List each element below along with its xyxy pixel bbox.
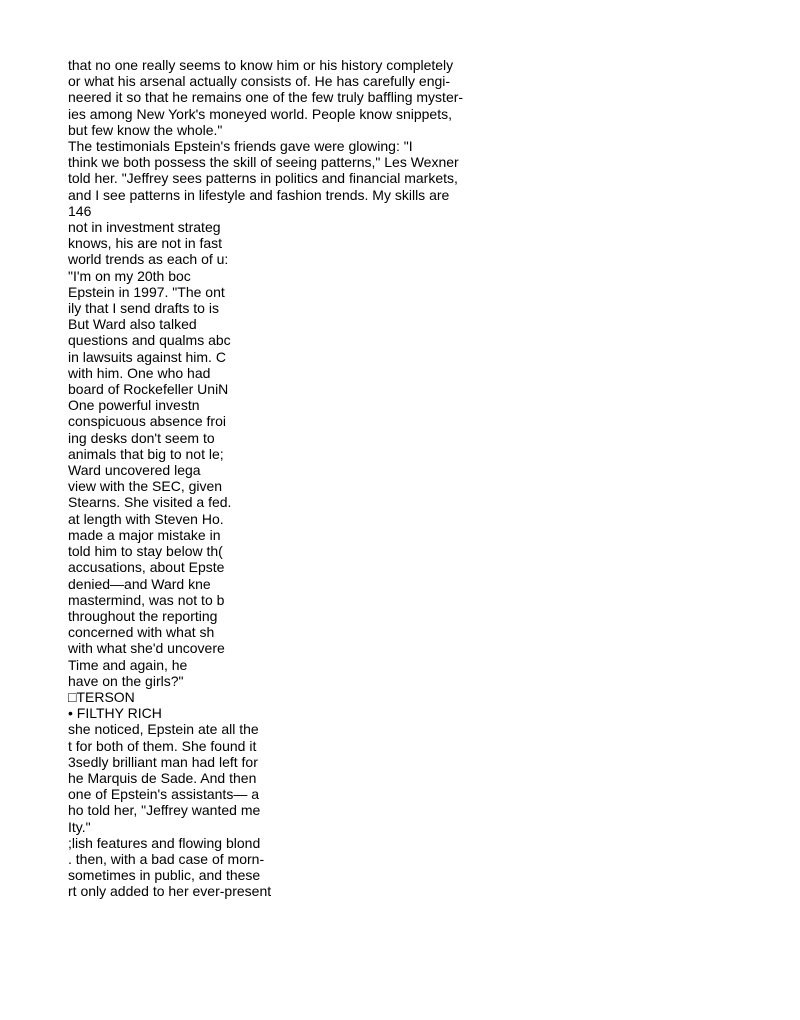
text-line: rt only added to her ever-present [68,883,272,900]
text-line: she noticed, Epstein ate all the [68,721,259,738]
text-line: ing desks don't seem to [68,429,215,446]
running-header-author: □TERSON [68,688,135,705]
text-line: one of Epstein's assistants— a [68,786,259,803]
text-line: with him. One who had [68,364,211,381]
text-line: or what his arsenal actually consists of. He has carefully engi- [68,73,451,90]
text-line: at length with Steven Ho. [68,510,224,527]
text-line: view with the SEC, given [68,478,223,495]
text-line: Ward uncovered lega [68,462,201,479]
text-line: he Marquis de Sade. And then [68,769,257,786]
text-line: concerned with what sh [68,624,215,641]
text-line: in lawsuits against him. C [68,348,226,365]
text-line: but few know the whole." [68,121,223,138]
running-header-title: • FILTHY RICH [68,705,162,722]
text-line: ;lish features and flowing blond [68,834,261,851]
text-line: But Ward also talked [68,316,197,333]
text-line: questions and qualms abc [68,332,231,349]
text-line: The testimonials Epstein's friends gave were glowing: "I [68,138,413,155]
text-line: ily that I send drafts to is [68,300,219,317]
text-line: ies among New York's moneyed world. People know snippets, [68,105,452,122]
text-line: have on the girls?" [68,672,184,689]
text-line: Time and again, he [68,656,188,673]
text-line: neered it so that he remains one of the few truly baffling myster- [68,89,464,106]
text-line: made a major mistake in [68,526,221,543]
text-line: accusations, about Epste [68,559,225,576]
text-line: 3sedly brilliant man had left for [68,753,258,770]
text-line: and I see patterns in lifestyle and fashion trends. My skills are [68,186,450,203]
page-number: 146 [68,202,92,219]
text-line: conspicuous absence froi [68,413,226,430]
text-line: mastermind, was not to b [68,591,225,608]
text-line: throughout the reporting [68,607,218,624]
text-line: knows, his are not in fast [68,235,223,252]
text-line: that no one really seems to know him or his history completely [68,57,454,73]
text-line: Stearns. She visited a fed. [68,494,232,511]
text-line: Ity." [68,818,91,835]
text-line: "I'm on my 20th boc [68,267,191,284]
text-line: denied—and Ward kne [68,575,211,592]
text-line: world trends as each of u: [68,251,229,268]
text-line: not in investment strateg [68,219,221,236]
text-line: with what she'd uncovere [68,640,225,657]
text-line: board of Rockefeller UniN [68,381,229,398]
text-line: One powerful investn [68,397,200,414]
text-line: ho told her, "Jeffrey wanted me [68,802,261,819]
text-line: told her. "Jeffrey sees patterns in politics and financial markets, [68,170,458,187]
text-line: . then, with a bad case of morn- [68,850,265,867]
text-line: animals that big to not le; [68,445,224,462]
text-line: Epstein in 1997. "The ont [68,283,225,300]
document-page [68,57,768,900]
text-line: told him to stay below th( [68,543,223,560]
text-line: t for both of them. She found it [68,737,257,754]
text-line: sometimes in public, and these [68,867,261,884]
text-line: think we both possess the skill of seeing patterns," Les Wexner [68,154,459,171]
